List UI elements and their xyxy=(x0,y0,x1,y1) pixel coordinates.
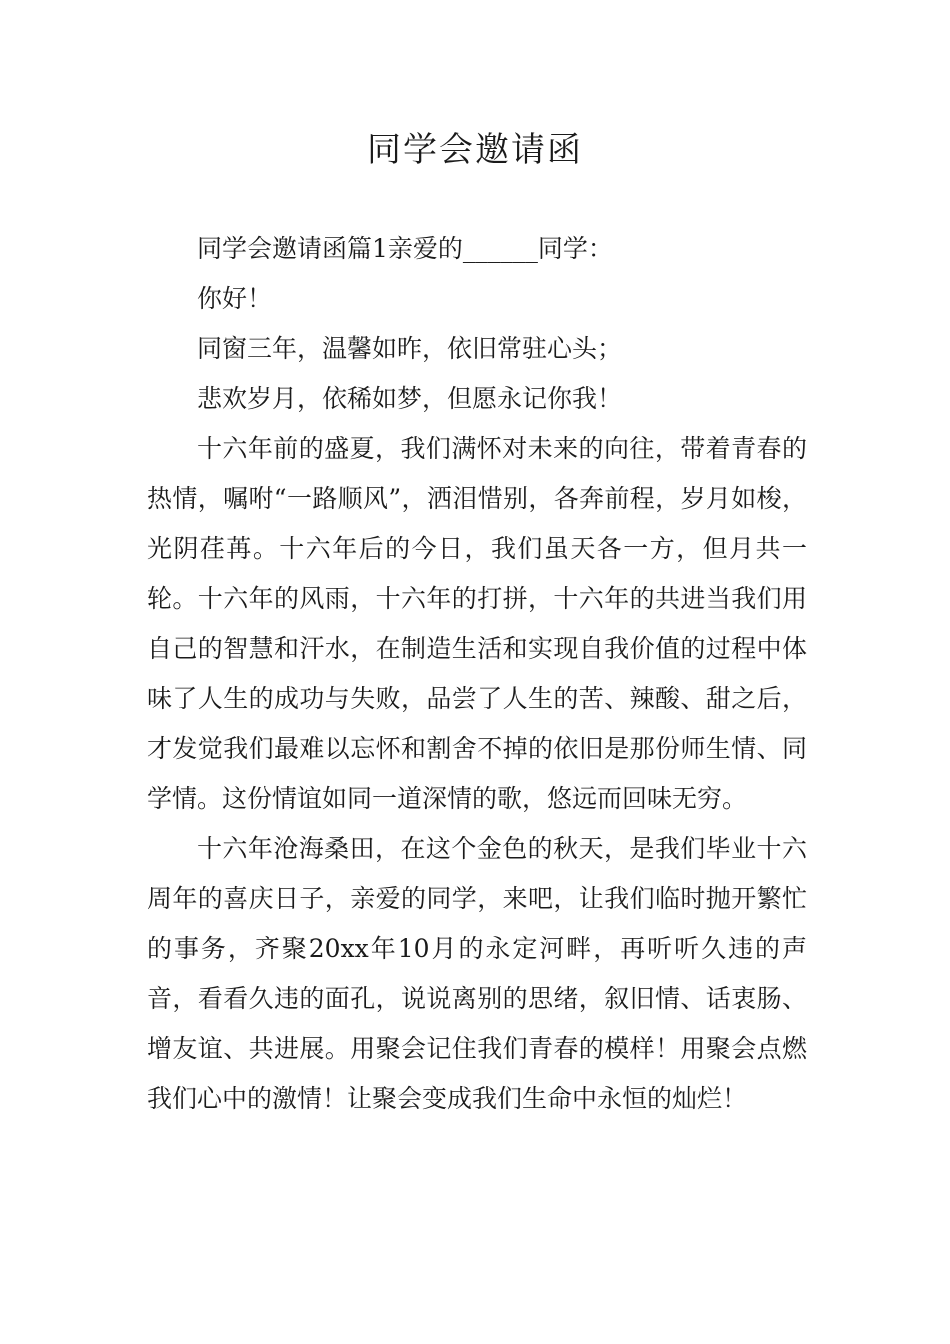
body-paragraph-1: 十六年前的盛夏，我们满怀对未来的向往，带着青春的热情，嘱咐“一路顺风”，洒泪惜别，各奔前程，岁月如梭，光阴荏苒。十六年后的今日，我们虽天各一方，但月共一轮。十六年的风雨，十六年的打拼，十六年的共进当我们用自己的智慧和汗水，在制造生活和实现自我价值的过程中体味了人生的成功与失败，品尝了人生的苦、辣酸、甜之后，才发觉我们最难以忘怀和割舍不掉的依旧是那份师生情、同学情。这份情谊如同一道深情的歌，悠远而回味无穷。 xyxy=(147,434,807,813)
verse-line-1: 同窗三年，温馨如昨，依旧常驻心头； xyxy=(197,334,623,363)
document-body xyxy=(147,224,807,1124)
verse-line-2: 悲欢岁月，依稀如梦，但愿永记你我！ xyxy=(197,384,623,413)
document-title: 同学会邀请函 xyxy=(367,130,583,170)
greeting-paragraph: 你好！ xyxy=(197,284,273,313)
salutation-paragraph: 同学会邀请函篇1亲爱的______同学： xyxy=(197,234,613,263)
body-paragraph-2: 十六年沧海桑田，在这个金色的秋天，是我们毕业十六周年的喜庆日子，亲爱的同学，来吧，让我们临时抛开繁忙的事务，齐聚20xx年10月的永定河畔，再听听久违的声音，看看久违的面孔，说说离别的思绪，叙旧情、话衷肠、增友谊、共进展。用聚会记住我们青春的模样！用聚会点燃我们心中的激情！让聚会变成我们生命中永恒的灿烂！ xyxy=(147,834,807,1113)
